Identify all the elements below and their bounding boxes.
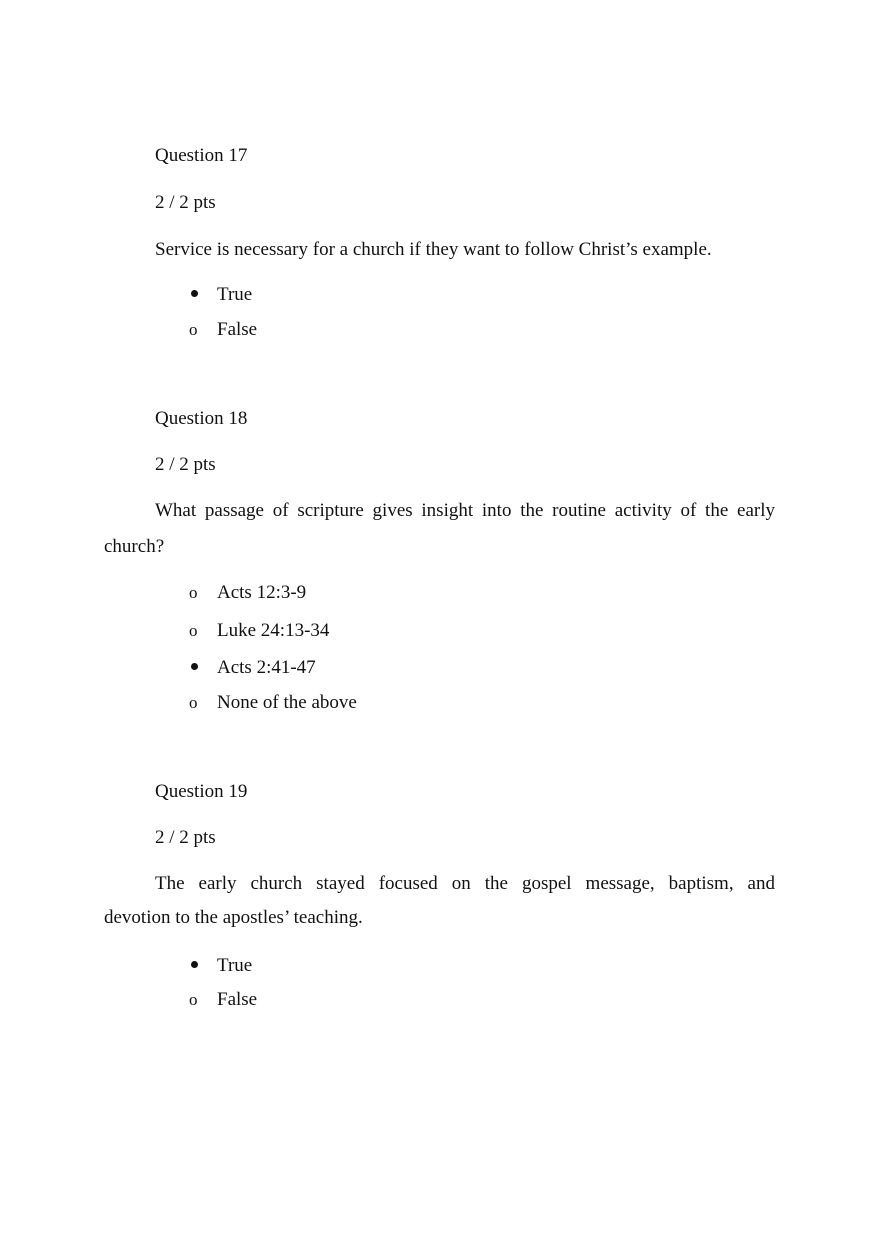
unselected-circle-icon: o — [189, 990, 198, 1009]
answer-label: True — [217, 284, 253, 305]
answer-option — [186, 581, 306, 605]
question-points: 2 / 2 pts — [155, 827, 216, 848]
answer-option — [186, 619, 329, 643]
question-prompt-line-2: church? — [104, 536, 165, 557]
selected-bullet-icon — [186, 283, 217, 307]
question-prompt: Service is necessary for a church if they want to follow Christ’s example. — [155, 239, 712, 260]
unselected-circle-icon: o — [189, 693, 198, 712]
answer-label: Luke 24:13-34 — [217, 620, 330, 641]
selected-bullet-icon — [186, 954, 217, 978]
selected-bullet-icon — [186, 656, 217, 680]
unselected-circle-icon: o — [189, 621, 198, 640]
answer-option — [186, 283, 252, 307]
answer-label: False — [217, 319, 258, 340]
unselected-circle-icon: o — [189, 320, 198, 339]
answer-label: True — [217, 955, 253, 976]
answer-option — [186, 318, 257, 342]
answer-option — [186, 656, 316, 680]
question-title: Question 18 — [155, 408, 248, 429]
answer-option — [186, 988, 257, 1012]
question-prompt-line-1: The early church stayed focused on the gospel message, baptism, and — [155, 873, 775, 894]
question-prompt-line-1: What passage of scripture gives insight into the routine activity of the early — [155, 500, 775, 521]
answer-label: None of the above — [217, 692, 357, 713]
answer-label: Acts 2:41-47 — [217, 657, 316, 678]
answer-option — [186, 954, 252, 978]
question-points: 2 / 2 pts — [155, 192, 216, 213]
question-title: Question 19 — [155, 781, 248, 802]
question-title: Question 17 — [155, 145, 248, 166]
answer-option — [186, 691, 357, 715]
question-prompt-line-2: devotion to the apostles’ teaching. — [104, 907, 363, 928]
unselected-circle-icon: o — [189, 583, 198, 602]
question-points: 2 / 2 pts — [155, 454, 216, 475]
answer-label: False — [217, 989, 258, 1010]
answer-label: Acts 12:3-9 — [217, 582, 307, 603]
